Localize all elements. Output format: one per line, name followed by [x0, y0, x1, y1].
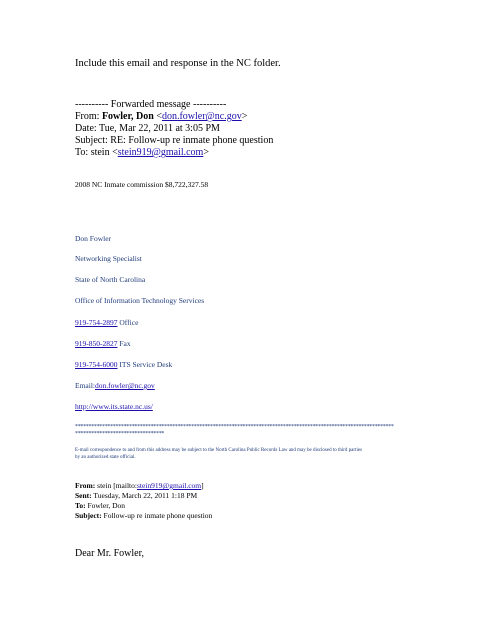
signature-email-link[interactable]: don.fowler@nc.gov — [95, 381, 155, 390]
signature-office-phone — [75, 318, 138, 327]
from-label: From: — [75, 111, 100, 122]
signature-office: Office of Information Technology Services — [75, 296, 205, 305]
date-label: Date: — [75, 123, 97, 134]
signature-email-label: Email: — [75, 381, 95, 390]
subject-value: RE: Follow-up re inmate phone question — [110, 135, 274, 146]
original-to-value: Fowler, Don — [87, 501, 126, 510]
forwarding-note: Include this email and response in the NC folder. — [75, 58, 281, 69]
forwarded-to-line: To: stein <stein919@gmail.com> — [75, 147, 209, 158]
service-desk-phone-label: ITS Service Desk — [119, 360, 173, 369]
original-sent-label: Sent: — [75, 491, 92, 500]
separator-stars-continued: ********************************* — [75, 431, 165, 437]
signature-website-link[interactable]: http://www.its.state.nc.us/ — [75, 402, 153, 411]
service-desk-phone-link[interactable]: 919-754-6000 — [75, 360, 118, 369]
signature-fax-phone — [75, 339, 131, 348]
greeting: Dear Mr. Fowler, — [75, 548, 145, 559]
original-to-label: To: — [75, 501, 86, 510]
signature-website — [75, 402, 153, 411]
to-name: stein — [90, 147, 110, 158]
original-from-label: From: — [75, 481, 96, 490]
to-email-link[interactable]: stein919@gmail.com — [117, 147, 204, 158]
office-phone-label: Office — [119, 318, 139, 327]
original-subject-value: Follow-up re inmate phone question — [103, 511, 213, 520]
to-label: To: — [75, 147, 89, 158]
forwarded-subject-line — [75, 135, 273, 147]
original-sent-value: Tuesday, March 22, 2011 1:18 PM — [93, 491, 198, 500]
public-records-disclaimer: E-mail correspondence to and from this address may be subject to the North Carolina Public Records Law and may be disclosed to third parties — [75, 448, 363, 453]
office-phone-link[interactable]: 919-754-2897 — [75, 318, 118, 327]
from-email-link[interactable]: don.fowler@nc.gov — [161, 111, 242, 122]
subject-label: Subject: — [75, 135, 108, 146]
original-sent-line — [75, 491, 197, 501]
original-to-line — [75, 501, 125, 511]
fax-phone-label: Fax — [119, 339, 131, 348]
original-from-close: ] — [201, 481, 204, 490]
forwarded-from-line: From: Fowler, Don <don.fowler@nc.gov> — [75, 111, 248, 122]
forwarded-date-line — [75, 123, 220, 135]
commission-amount: 2008 NC Inmate commission $8,722,327.58 — [75, 180, 209, 189]
date-value: Tue, Mar 22, 2011 at 3:05 PM — [98, 123, 220, 134]
original-subject-line — [75, 511, 212, 521]
original-subject-label: Subject: — [75, 511, 102, 520]
original-from-line — [75, 481, 204, 491]
original-from-email-link[interactable]: stein919@gmail.com — [136, 481, 202, 490]
separator-stars: ********************************************************************************************************************** — [75, 424, 394, 430]
signature-service-desk-phone — [75, 360, 172, 369]
original-from-name: stein [mailto: — [97, 481, 137, 490]
from-name: Fowler, Don — [101, 111, 154, 122]
forwarded-header: ---------- Forwarded message ---------- — [75, 99, 227, 110]
fax-phone-link[interactable]: 919-850-2827 — [75, 339, 118, 348]
public-records-disclaimer-continued: by an authorized state official. — [75, 455, 136, 460]
signature-title: Networking Specialist — [75, 254, 142, 263]
signature-email — [75, 381, 155, 390]
signature-name: Don Fowler — [75, 234, 112, 243]
signature-state: State of North Carolina — [75, 275, 146, 284]
